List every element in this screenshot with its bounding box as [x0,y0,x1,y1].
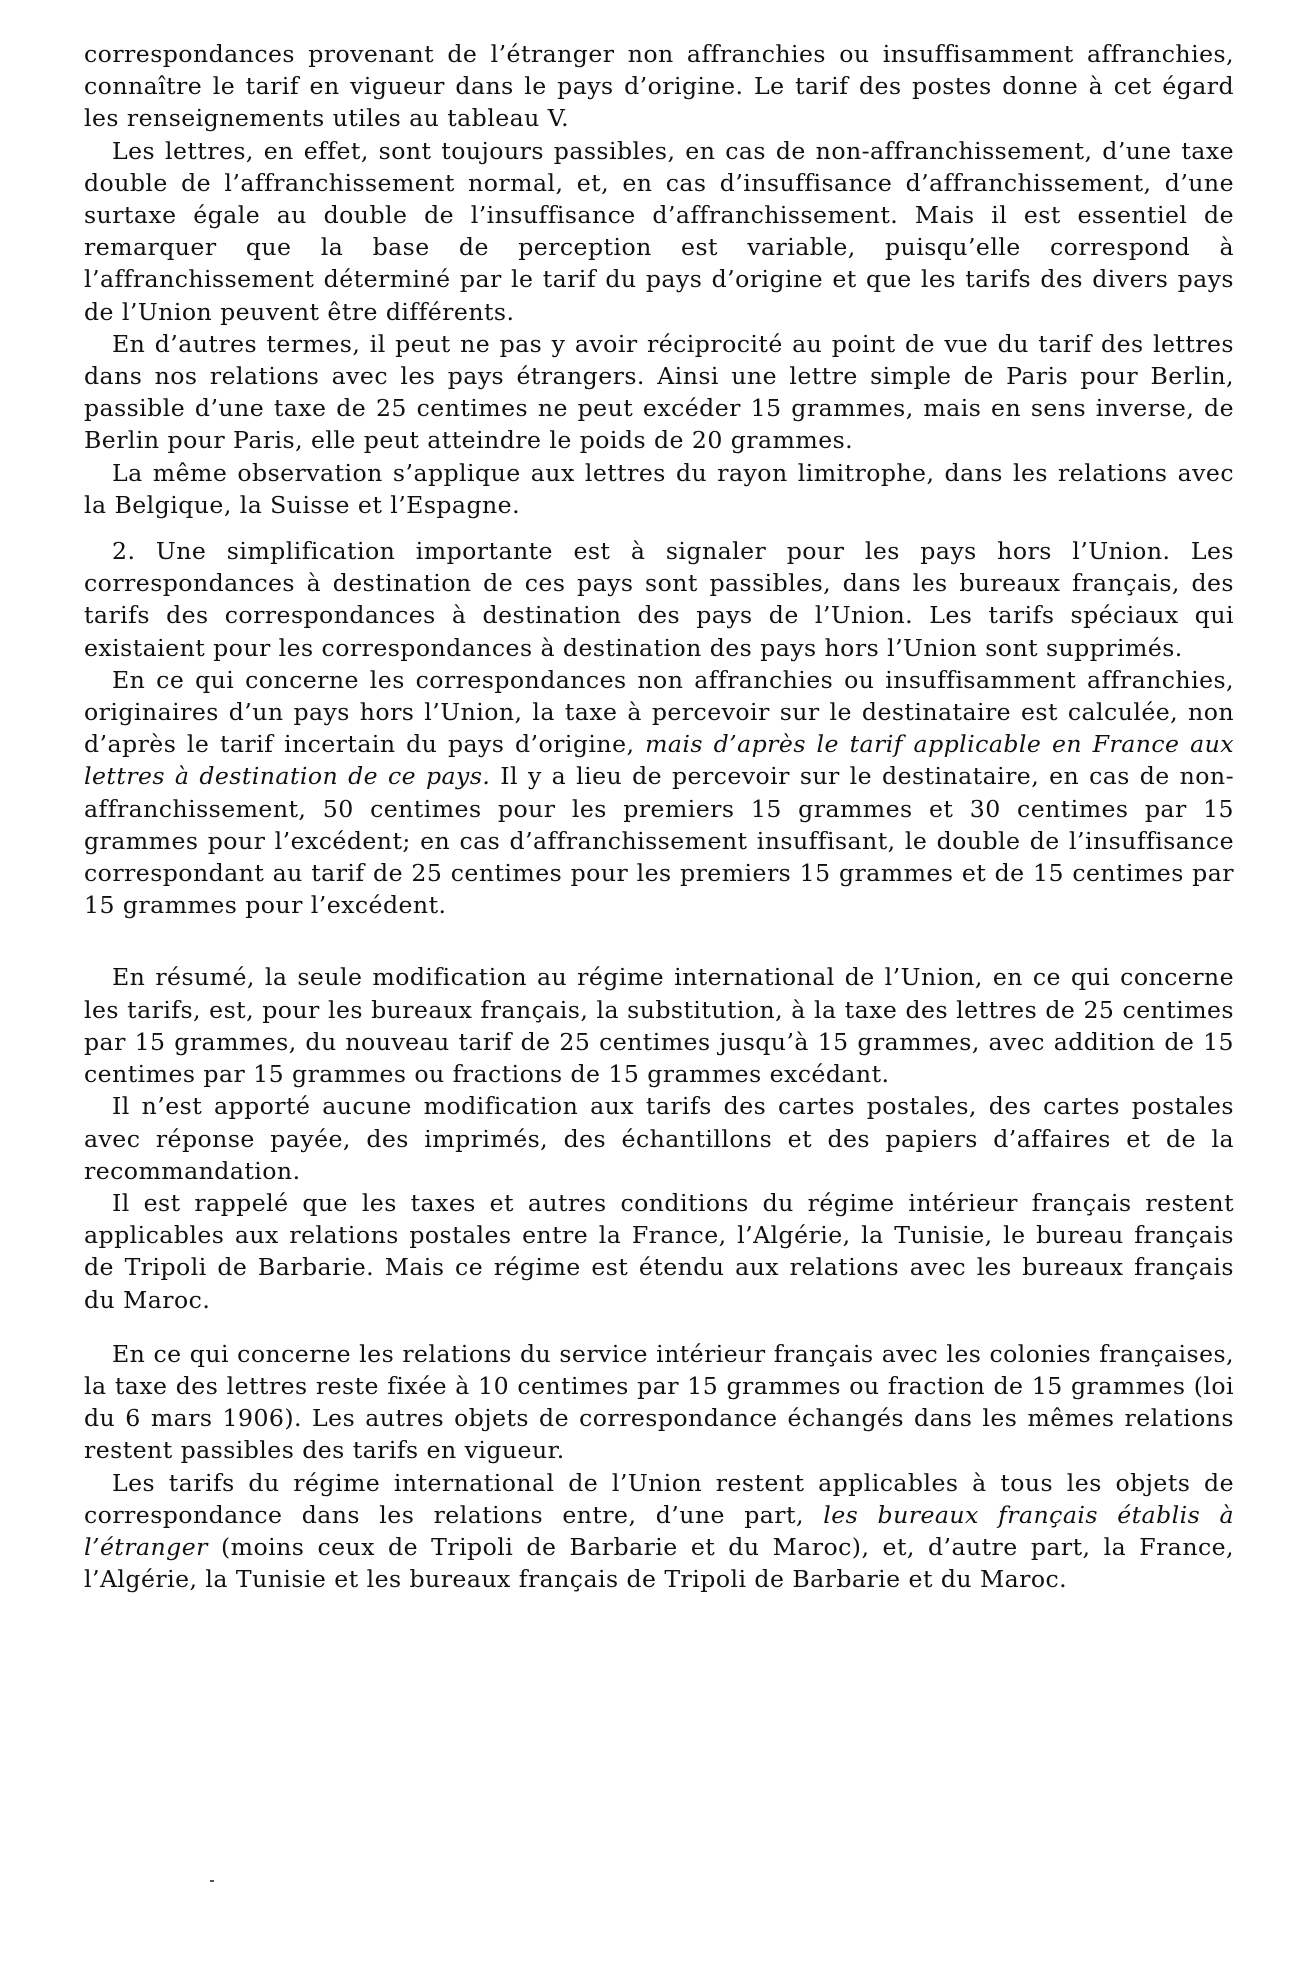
paragraph-simplification [84,535,1234,664]
paragraph-text: Les tarifs du régime international de l’Union restent applicables à tous les objets de correspondance dans les relations entre, d’une part, [84,1468,1234,1529]
print-speck [210,1880,214,1882]
paragraph-italic-text: mais d’après le tarif applicable en France aux lettres à destination de ce pays. [84,730,1234,791]
paragraph-text: Il y a lieu de percevoir sur le destinataire, en cas de non-affranchissement, 50 centimes pour les premiers 15 grammes et 30 centimes par 15 grammes pour l’excédent; en cas d’affranchissement insuffisant, le double de l’insuffisance correspondant au tarif de 25 centimes pour les premiers 15 grammes et de 15 centimes par 15 grammes pour l’excédent. [84,762,1234,920]
paragraph-border-zone [84,457,1234,521]
paragraph-italic-text: les bureaux français établis à l’étranger [84,1500,1234,1561]
paragraph-text: Il est rappelé que les taxes et autres conditions du régime intérieur français restent applicables aux relations postales entre la France, l’Algérie, la Tunisie, le bureau français de Tripoli de Barbarie. Mais ce régime est étendu aux relations avec les bureaux français du Maroc. [84,1188,1234,1314]
paragraph-text: En ce qui concerne les relations du service intérieur français avec les colonies françaises, la taxe des lettres reste fixée à 10 centimes par 15 grammes ou fraction de 15 grammes (loi du 6 mars 1906). Les autres objets de correspondance échangés dans les mêmes relations restent passibles des tarifs en vigueur. [84,1339,1234,1465]
paragraph-text: En résumé, la seule modification au régime international de l’Union, en ce qui concerne les tarifs, est, pour les bureaux français, la substitution, à la taxe des lettres de 25 centimes par 15 grammes, du nouveau tarif de 25 centimes jusqu’à 15 grammes, avec addition de 15 centimes par 15 grammes ou fractions de 15 grammes excédant. [84,963,1234,1089]
paragraph-internal-regime [84,1187,1234,1316]
paragraph-text: Il n’est apporté aucune modification aux tarifs des cartes postales, des cartes postales avec réponse payée, des imprimés, des échantillons et des papiers d’affaires et de la recommandation. [84,1092,1234,1185]
paragraph-foreign-correspondence [84,38,1234,135]
paragraph-non-union-tax [84,664,1234,922]
paragraph-reciprocity [84,328,1234,457]
document-page [84,38,1234,1595]
paragraph-text: En ce qui concerne les correspondances non affranchies ou insuffisamment affranchies, originaires d’un pays hors l’Union, la taxe à percevoir sur le destinataire est calculée, non d’après le tarif incertain du pays d’origine, [84,665,1234,759]
paragraph-no-modification [84,1090,1234,1187]
paragraph-text: Les lettres, en effet, sont toujours passibles, en cas de non-affranchissement, d’une taxe double de l’affranchissement normal, et, en cas d’insuffisance d’affranchissement, d’une surtaxe égale au double de l’insuffisance d’affranchissement. Mais il est essentiel de remarquer que la base de perception est variable, puisqu’elle correspond à l’affranchissement déterminé par le tarif du pays d’origine et que les tarifs des divers pays de l’Union peuvent être différents. [84,136,1234,326]
paragraph-colonies [84,1338,1234,1467]
paragraph-letters-tax [84,135,1234,328]
paragraph-text: En d’autres termes, il peut ne pas y avoir réciprocité au point de vue du tarif des lettres dans nos relations avec les pays étrangers. Ainsi une lettre simple de Paris pour Berlin, passible d’une taxe de 25 centimes ne peut excéder 15 grammes, mais en sens inverse, de Berlin pour Paris, elle peut atteindre le poids de 20 grammes. [84,329,1234,455]
paragraph-summary [84,961,1234,1090]
paragraph-text: La même observation s’applique aux lettres du rayon limitrophe, dans les relations avec la Belgique, la Suisse et l’Espagne. [84,458,1234,519]
paragraph-text: correspondances provenant de l’étranger non affranchies ou insuffisamment affranchies, connaître le tarif en vigueur dans le pays d’origine. Le tarif des postes donne à cet égard les renseignements utiles au tableau V. [84,40,1234,133]
paragraph-offices-abroad [84,1467,1234,1596]
paragraph-text: 2. Une simplification importante est à signaler pour les pays hors l’Union. Les correspondances à destination de ces pays sont passibles, dans les bureaux français, des tarifs des correspondances à destination des pays de l’Union. Les tarifs spéciaux qui existaient pour les correspondances à destination des pays hors l’Union sont supprimés. [84,537,1234,662]
paragraph-text: (moins ceux de Tripoli de Barbarie et du Maroc), et, d’autre part, la France, l’Algérie, la Tunisie et les bureaux français de Tripoli de Barbarie et du Maroc. [84,1532,1234,1594]
